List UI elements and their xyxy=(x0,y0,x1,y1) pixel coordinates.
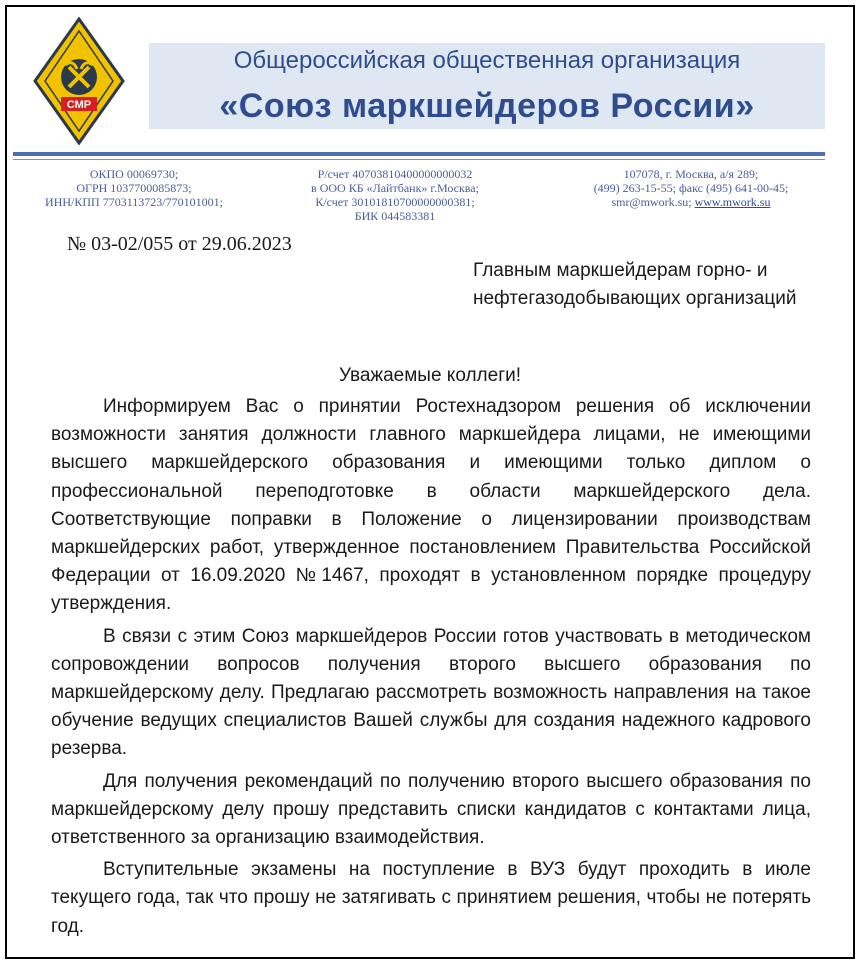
smr-emblem-icon xyxy=(33,17,125,145)
paragraph: Для получения рекомендаций по получению второго высшего образования по маркшейдерскому делу прошу представить списки кандидатов с контактами лица, ответственного за организацию взаимодействия. xyxy=(51,770,811,849)
requisites-bank xyxy=(265,167,525,223)
letter-body xyxy=(51,393,811,945)
contact-phones: (499) 263-15-55; факс (495) 641-00-45; xyxy=(593,181,789,195)
requisite-bik: БИК 044583381 xyxy=(354,209,436,223)
requisite-okpo: ОКПО 00069730; xyxy=(89,167,179,181)
website-link[interactable]: www.mwork.su xyxy=(694,195,771,209)
addressee-line-2: нефтегазодобывающих организаций xyxy=(473,288,797,309)
requisite-inn: ИНН/КПП 7703113723/770101001; xyxy=(45,195,223,209)
contact-web xyxy=(541,195,841,209)
requisites-contacts xyxy=(541,167,841,209)
addressee xyxy=(473,257,796,313)
requisite-account: Р/счет 40703810400000000032 xyxy=(317,167,473,181)
contact-address: 107078, г. Москва, а/я 289; xyxy=(623,167,759,181)
outgoing-number: № 03-02/055 от 29.06.2023 xyxy=(67,233,292,255)
salutation: Уважаемые коллеги! xyxy=(338,365,522,386)
paragraph: В связи с этим Союз маркшейдеров России готов участвовать в методическом сопровождении вопросов получения второго высшего образования по маркшейдерскому делу. Предлагаю рассмотреть возможность направления на такое обучение ведущих специалистов Вашей службы для создания надежного кадрового резерва. xyxy=(51,625,811,760)
contact-separator: ; xyxy=(688,195,695,209)
paragraph: Вступительные экзамены на поступление в ВУЗ будут проходить в июле текущего года, так что прошу не затягивать с принятием решения, чтобы не потерять год. xyxy=(51,859,811,937)
requisite-ogrn: ОГРН 1037700085873; xyxy=(76,181,192,195)
document-page xyxy=(5,5,855,959)
requisite-corr-account: К/счет 30101810700000000381; xyxy=(315,195,475,209)
org-subtitle: Общероссийская общественная организация xyxy=(233,47,741,74)
requisites-codes xyxy=(19,167,249,209)
emblem-label: СМР xyxy=(66,99,92,111)
header-rule-thin xyxy=(13,159,825,160)
paragraph: Информируем Вас о принятии Ростехнадзором решения об исключении возможности занятия должности главного маркшейдера лицами, не имеющими высшего маркшейдерского образования и имеющими только диплом о профессиональной переподготовке в области маркшейдерского дела. Соответствующие поправки в Положение о лицензировании производствам маркшейдерских работ, утвержденное постановлением Правительства Российской Федерации от 16.09.2020 №1467, проходят в установленном порядке процедуру утверждения. xyxy=(51,396,811,615)
header-rule xyxy=(13,152,825,156)
contact-email: smr@mwork.su xyxy=(611,195,689,209)
addressee-line-1: Главным маркшейдерам горно- и xyxy=(473,260,768,281)
org-title: «Союз маркшейдеров России» xyxy=(219,87,755,125)
requisite-bank: в ООО КБ «Лайтбанк» г.Москва; xyxy=(311,181,479,195)
